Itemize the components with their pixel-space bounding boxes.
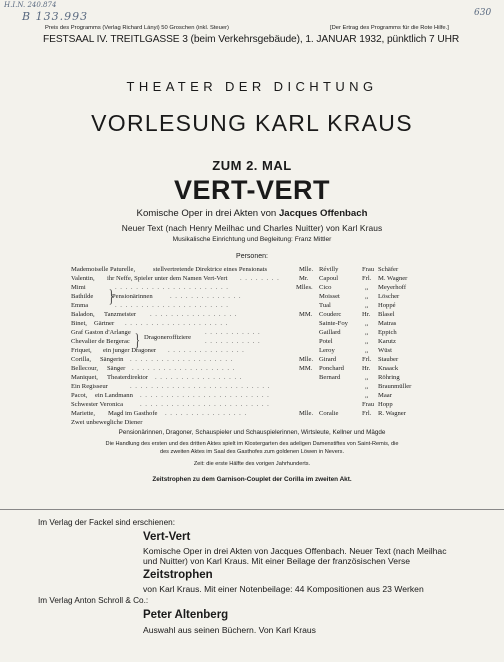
cast-row: Friquet, ein junger Dragoner . . . . . . . . . . . . . . . Leroy ,, Wüst xyxy=(71,347,392,354)
cast-row: Ein Regisseur . . . . . . . . . . . . . . . . . . . . . . . . . . . ,, Braunmüller xyxy=(71,383,412,390)
publisher-fackel: Im Verlag der Fackel sind erschienen: xyxy=(38,518,175,527)
cast-row: Binet, Gärtner . . . . . . . . . . . . . . . . . . . . Sainte-Foy ,, Matras xyxy=(71,320,397,327)
venue-line: FESTSAAL IV. TREITLGASSE 3 (beim Verkehrsgebäude), 1. JANUAR 1932, pünktlich 7 UHR xyxy=(43,34,460,45)
setting-line-1: Die Handlung des ersten und des dritten Aktes spielt im Klostergarten des adeligen Damenstiftes von Saint-Remis, die xyxy=(105,441,399,447)
reading-title: VORLESUNG KARL KRAUS xyxy=(91,110,413,136)
publisher-schroll: Im Verlag Anton Schroll & Co.: xyxy=(38,596,149,605)
cast-row: Baladon, Tanzmeister . . . . . . . . . . . . . . . . . MM. Couderc Hr. Blasel xyxy=(71,311,395,318)
book-desc-altenberg: Auswahl aus seinen Büchern. Von Karl Kraus xyxy=(143,625,316,635)
book-title-zeitstrophen: Zeitstrophen xyxy=(143,569,213,581)
proceeds-note: [Der Ertrag des Programms für die Rote Hilfe.] xyxy=(330,25,449,31)
setting-line-2: des zweiten Aktes im Saal des Gasthofes zum goldenen Löwen in Nevers. xyxy=(159,449,345,455)
cast-row: Valentin, ihr Neffe, Spieler unter dem Namen Vert-Vert . . . . . . . . Mr. Capoul Frl. M. Wagner xyxy=(71,275,408,282)
strophes-note: Zeitstrophen zu dem Garnison-Couplet der Corilla im zweiten Akt. xyxy=(152,476,352,483)
theater-heading: THEATER DER DICHTUNG xyxy=(126,79,378,94)
divider xyxy=(0,509,504,510)
cast-row: Chevalier de Bergerac Dragoneroffiziere . . . . . . . . . . . Potel ,, Karutz xyxy=(71,334,396,345)
page-number-handwritten: 630 xyxy=(474,8,492,18)
book-desc-line-1: Komische Oper in drei Akten von Jacques Offenbach. Neuer Text (nach Meilhac xyxy=(143,546,447,556)
text-credit: Neuer Text (nach Henry Meilhac und Charles Nuitter) von Karl Kraus xyxy=(121,223,383,233)
cast-row: Emma . . . . . . . . . . . . . . . . . . . . . . Tual ,, Hoppé xyxy=(71,302,396,309)
book-desc-zeitstrophen: von Karl Kraus. Mit einer Notenbeilage: 44 Kompositionen aus 23 Werken xyxy=(143,584,424,594)
opera-subtitle xyxy=(0,208,504,219)
cast-row: Mimi . . . . . . . . . . . . . . . . . . . . . . Mlles. Cico ,, Meyerhoff xyxy=(71,284,407,291)
cast-row: Mariette, Magd im Gasthofe . . . . . . . . . . . . . . . . Mlle. Coralie Frl. R. Wagner xyxy=(71,410,406,417)
inventory-number-handwritten: B 133.993 xyxy=(22,10,89,23)
book-title-altenberg: Peter Altenberg xyxy=(143,609,229,621)
musical-credit: Musikalische Einrichtung und Begleitung: Franz Mittler xyxy=(172,236,332,243)
ensemble-line: Pensionärinnen, Dragoner, Schauspieler und Schauspielerinnen, Wirtsleute, Kellner und Mägde xyxy=(118,429,386,436)
cast-row: Pacot, ein Landmann . . . . . . . . . . . . . . . . . . . . . . . . . ,, Maar xyxy=(71,392,392,399)
cast-row: Bathilde Pensionärinnen . . . . . . . . . . . . . . Moisset ,, Löscher xyxy=(71,293,400,300)
book-desc-line-2: und Nuitter) von Karl Kraus. Mit einer Beilage der französischen Verse xyxy=(143,556,411,566)
cast-row: Zwei unbewegliche Diener xyxy=(71,419,143,426)
opera-title: VERT-VERT xyxy=(173,175,331,205)
cast-row: Bellecour, Sänger . . . . . . . . . . . . . . . . . . . . MM. Ponchard Hr. Knaack xyxy=(71,365,399,372)
price-note: Preis des Programms (Verlag Richard Lányi) 50 Groschen (inkl. Steuer) xyxy=(45,25,229,31)
shelfmark-handwritten: H.I.N. 240.874 xyxy=(4,1,57,9)
subtitle-text: Komische Oper in drei Akten von xyxy=(136,208,277,219)
composer-name: Jacques Offenbach xyxy=(278,208,368,219)
time-line: Zeit: die erste Hälfte des vorigen Jahrhunderts. xyxy=(193,461,311,467)
group-label-pensionaerinnen: Pensionärinnen xyxy=(112,293,153,300)
cast-row: Mademoiselle Paturelle, stellvertretende Direktrice eines Pensionats Mlle. Révilly Frau Schäfer xyxy=(71,266,399,273)
persons-heading: Personen: xyxy=(236,253,268,260)
brace-pensionaerinnen: } xyxy=(108,286,114,306)
cast-list xyxy=(0,265,504,435)
performance-count: ZUM 2. MAL xyxy=(212,158,292,173)
group-label-dragoneroffiziere: Dragoneroffiziere xyxy=(144,334,192,341)
book-title-vert-vert: Vert-Vert xyxy=(143,531,191,543)
cast-row: Graf Gaston d'Arlange . . . . . . . . . . . Gaillard ,, Eppich xyxy=(71,329,397,336)
brace-dragoneroffiziere: } xyxy=(134,330,140,350)
cast-row: Maniquet, Theaterdirektor . . . . . . . . . . . . . . . . . Bernard ,, Röhring xyxy=(71,374,400,381)
cast-row: Corilla, Sängerin . . . . . . . . . . . . . . . . . . . . Mlle. Girard Frl. Stauber xyxy=(71,356,399,363)
cast-row: Schwester Veronica . . . . . . . . . . . . . . . . . . . . . . . . . Frau Hopp xyxy=(71,401,393,408)
